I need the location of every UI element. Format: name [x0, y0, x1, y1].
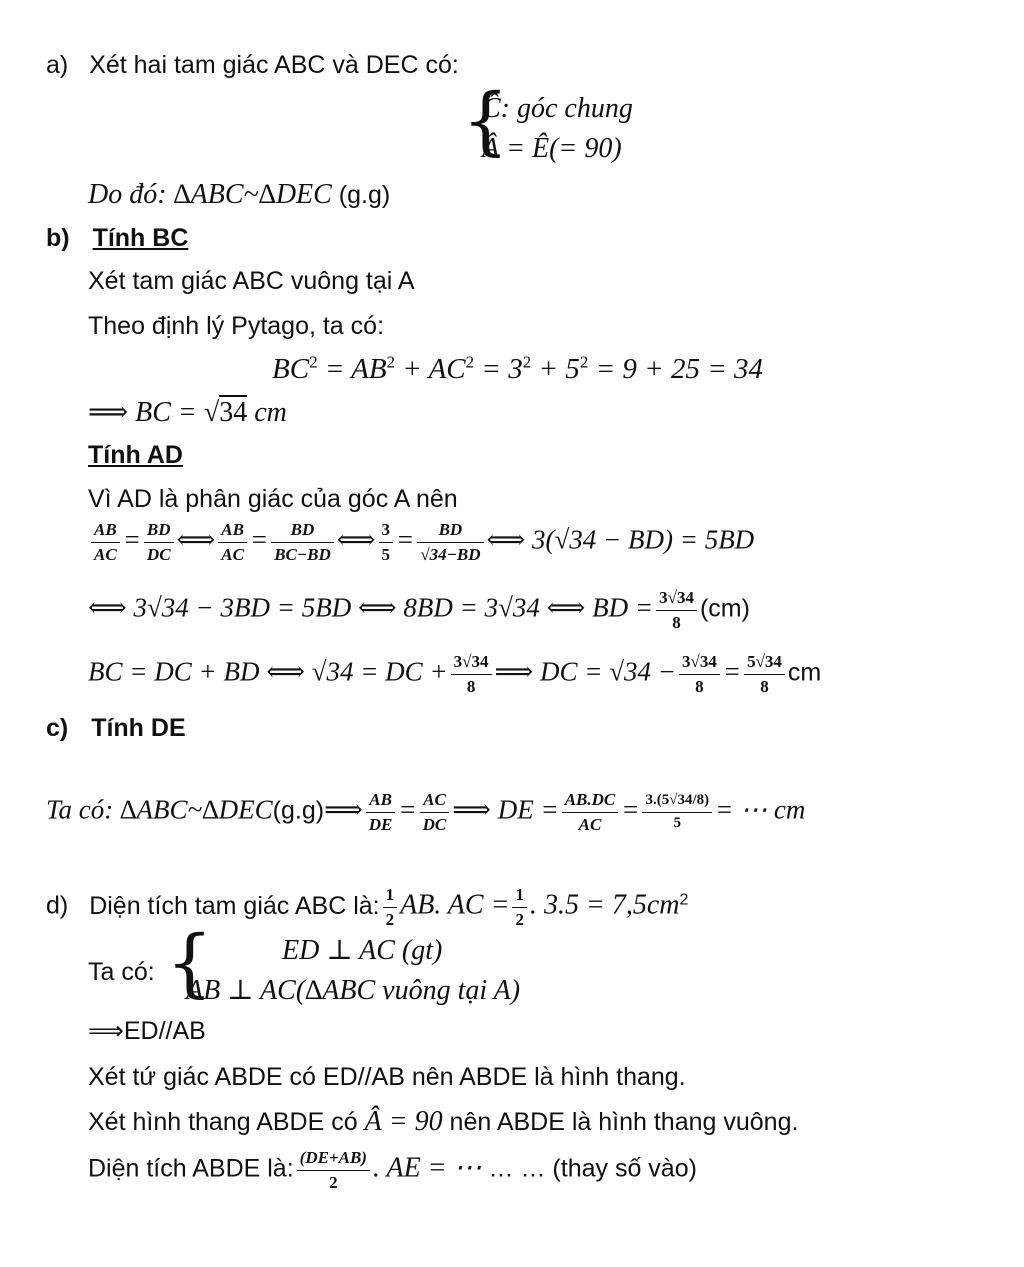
frac-ab-ac: $\frac{AB}{AC}$: [91, 520, 120, 564]
part-b-header: [46, 223, 188, 253]
part-d-area-line: [46, 885, 688, 929]
pyth-3: = 3: [474, 353, 523, 385]
pyth-ab: = AB: [317, 353, 387, 385]
part-d-system: [166, 920, 586, 1016]
frac-bd-bcbd: $\frac{BD}{BC-BD}$: [271, 520, 334, 564]
left-brace-icon: {: [166, 920, 214, 1006]
frac-5rt34-8: $\frac{5√34}{8}$: [744, 652, 785, 696]
heading-tinh-de: Tính DE: [91, 714, 186, 742]
pyth-5: + 5: [531, 353, 580, 385]
part-a-intro: Xét hai tam giác ABC và DEC có:: [89, 51, 459, 79]
part-d-sys-line1: ED ⊥ AC (gt): [282, 935, 443, 966]
bc-radicand: 34: [219, 397, 248, 428]
part-b-marker: b): [46, 224, 70, 252]
dc-expr1: BC = DC + BD ⟺ √34 = DC +: [88, 656, 448, 687]
area2-pre: Diện tích ABDE là:: [88, 1154, 294, 1183]
right-trap-pre: Xét hình thang ABDE có: [88, 1108, 358, 1136]
frac-3-5: $\frac{3}{5}$: [379, 520, 394, 564]
area2-tail: … … (thay số vào): [488, 1154, 697, 1183]
pyth-ac: + AC: [395, 353, 466, 385]
right-trapezoid-line: [88, 1105, 798, 1139]
part-a-system: [462, 78, 682, 170]
part-a-conclusion-case: (g.g): [338, 181, 391, 209]
part-b-line2: Theo định lý Pytago, ta có:: [88, 312, 385, 340]
dc-expr2: ⟹ DC = √34 −: [494, 656, 676, 687]
part-a-conclusion-math: Do đó: ∆ABC~∆DEC: [88, 179, 332, 210]
trapezoid-line: Xét tứ giác ABDE có ED//AB nên ABDE là hình thang.: [88, 1063, 686, 1091]
part-a-sys-line2: Â = Ê(= 90): [482, 133, 622, 164]
abde-area-line: [88, 1148, 697, 1192]
part-a-sys-line1: Ĉ: góc chung: [482, 93, 633, 124]
right-trap-post: nên ABDE là hình thang vuông.: [449, 1108, 799, 1136]
frac-bd-rt34bd: $\frac{BD}{√34-BD}$: [417, 520, 483, 564]
part-b-line1: Xét tam giác ABC vuông tại A: [88, 267, 415, 295]
frac-3rt34-8-b: $\frac{3√34}{8}$: [451, 652, 492, 696]
taco-label: Ta có:: [88, 958, 155, 986]
de-expr-case: (g.g): [272, 796, 325, 825]
area-sup: 2: [679, 891, 689, 909]
area-tail: . 3.5 = 7,5cm: [529, 889, 680, 921]
frac-nested: $\frac{3.(5√34/8)}{5}$: [642, 792, 712, 832]
area-mid: AB. AC =: [400, 889, 510, 921]
frac-ab-ac-2: $\frac{AB}{AC}$: [218, 520, 247, 564]
heading-tinh-bc: Tính BC: [92, 224, 189, 252]
part-a-marker: a): [46, 51, 69, 79]
part-c-header: [46, 713, 186, 743]
bc-result-pre: ⟹ BC = √: [88, 397, 220, 428]
bc-result: [88, 396, 287, 430]
area-pre: Diện tích tam giác ABC là:: [89, 891, 380, 920]
left-brace-icon: {: [462, 78, 510, 164]
bc-unit: cm: [247, 397, 287, 428]
parallel-line: ⟹ED//AB: [88, 1017, 206, 1045]
frac-3rt34-8-c: $\frac{3√34}{8}$: [679, 652, 720, 696]
part-d-sys-line2: AB ⊥ AC(∆ABC vuông tại A): [186, 975, 521, 1006]
area2-mid: . AE = ⋯: [372, 1152, 482, 1184]
frac-3rt34-8: $\frac{3√34}{8}$: [656, 588, 697, 632]
part-a-conclusion: [88, 178, 390, 212]
ad-bisector-line: Vì AD là phân giác của góc A nên: [88, 485, 458, 513]
pyth-result: = 9 + 25 = 34: [588, 353, 764, 385]
frac-abdc-ac: $\frac{AB.DC}{AC}$: [562, 790, 619, 834]
frac-ab-de: $\frac{AB}{DE}$: [366, 790, 396, 834]
dc-equation: BC = DC + BD ⟺ √34 = DC + $\frac{3√34}{8}$ ⟹ DC = √34 − $\frac{3√34}{8}$ = $\frac{5√34}{8}$ cm: [88, 652, 822, 696]
frac-bd-dc: $\frac{BD}{DC}$: [144, 520, 174, 564]
frac-ac-dc: $\frac{AC}{DC}$: [420, 790, 450, 834]
pyth-bc: BC: [272, 353, 310, 385]
frac-deab-2: $\frac{(DE+AB)}{2}$: [297, 1148, 370, 1192]
bd-equation: [88, 588, 750, 632]
right-trap-math: Â = 90: [364, 1106, 443, 1137]
heading-tinh-ad: Tính AD: [88, 441, 183, 469]
bd-unit: (cm): [699, 594, 750, 623]
de-expr-tail: = ⋯ cm: [715, 794, 806, 825]
pythagoras-equation: $BC^2 = AB^2 + AC^2 = 3^2 + 5^2 = 9 + 25 = 34$: [272, 352, 764, 385]
ratio-equation: $\frac{AB}{AC}$ = $\frac{BD}{DC}$ ⟺ $\frac{AB}{AC}$ = $\frac{BD}{BC-BD}$ ⟺ $\frac{3}{5}$ = $\frac{BD}{√34-BD}$ ⟺ 3(√34 − BD) = 5BD: [88, 520, 754, 564]
frac-1-2-b: $\frac{1}{2}$: [512, 885, 527, 929]
part-c-marker: c): [46, 714, 69, 742]
arrow-icon: ⟹: [324, 794, 363, 825]
de-expr-pre: Ta có: ∆ABC~∆DEC: [46, 794, 273, 825]
de-equation: Ta có: ∆ABC~∆DEC(g.g)⟹ $\frac{AB}{DE}$ = $\frac{AC}{DC}$ ⟹ DE = $\frac{AB.DC}{AC}$ = $\frac{3.(5√34/8)}{5}$ = ⋯ cm: [46, 790, 806, 834]
bd-expr: ⟺ 3√34 − 3BD = 5BD ⟺ 8BD = 3√34 ⟺ BD =: [88, 592, 654, 623]
dc-unit: cm: [787, 658, 822, 687]
ratio-tail: ⟺ 3(√34 − BD) = 5BD: [486, 524, 755, 555]
frac-1-2: $\frac{1}{2}$: [383, 885, 398, 929]
part-d-marker: d): [46, 891, 69, 920]
part-a-line: [46, 50, 459, 80]
